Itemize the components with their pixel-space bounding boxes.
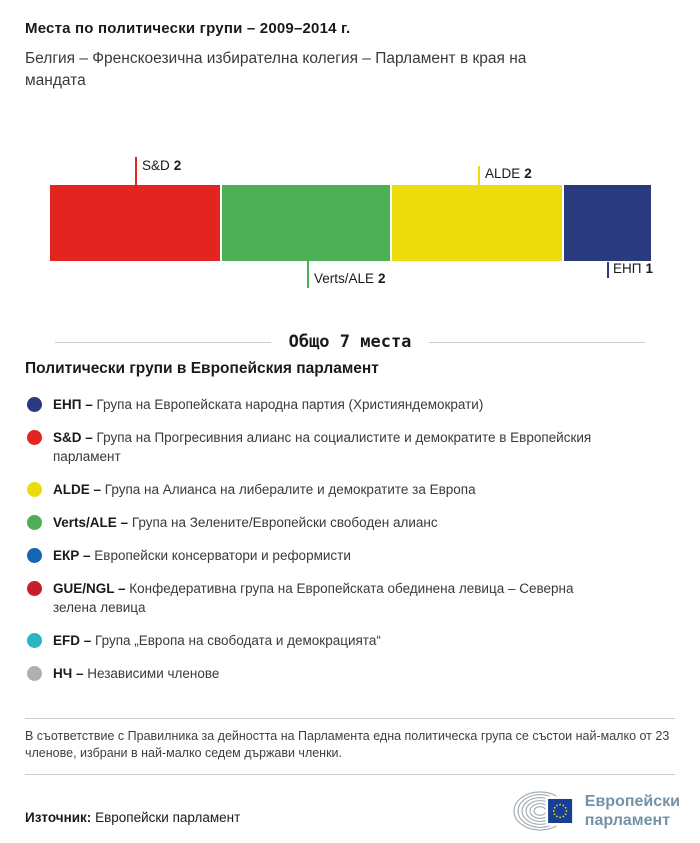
group-description: Група на Прогресивния алианс на социалистите и демократите в Европейския парламент — [53, 430, 592, 464]
callout-label-enp — [613, 261, 653, 276]
group-description: Европейски консерватори и реформисти — [94, 548, 351, 563]
group-description: Група на Алианса на либералите и демократите за Европа — [104, 482, 476, 497]
group-name: ЕНП — [613, 261, 642, 276]
group-name: Verts/ALE — [314, 271, 375, 286]
callout-label-verts — [314, 271, 386, 286]
group-abbr: Verts/ALE – — [53, 515, 129, 530]
callout-tick-sd — [135, 157, 137, 185]
group-color-dot — [27, 548, 42, 563]
group-color-dot — [27, 430, 42, 445]
seats-stacked-bar — [50, 185, 651, 261]
total-seats-divider — [55, 332, 645, 352]
page-subtitle: Белгия – Френскоезична избирателна колегия – Парламент в края на мандата — [25, 50, 527, 89]
bar-segment-alde — [392, 185, 562, 261]
group-color-dot — [27, 633, 42, 648]
group-name: S&D — [142, 158, 170, 173]
legend-item-enp — [25, 395, 595, 414]
group-abbr: EFD – — [53, 633, 92, 648]
legend-list — [25, 395, 595, 697]
seat-count: 2 — [524, 166, 532, 181]
callout-label-alde — [485, 166, 532, 181]
european-parliament-logo — [512, 782, 680, 840]
seat-count: 2 — [173, 158, 182, 173]
group-color-dot — [27, 515, 42, 530]
footnote-rule-bottom — [25, 774, 675, 775]
logo-line-2: парламент — [584, 812, 671, 829]
callout-tick-enp — [607, 262, 609, 278]
bar-segment-sd — [50, 185, 220, 261]
seat-count: 1 — [645, 261, 653, 276]
group-description: Независими членове — [87, 666, 220, 681]
group-description: Група „Европа на свободата и демокрацията“ — [95, 633, 381, 648]
logo-wordmark — [585, 792, 680, 830]
divider-line-right — [429, 342, 645, 343]
footnote-text: В съответствие с Правилника за дейността на Парламента една политическа група се състои най-малко от 23 членове, избрани в най-малко седем държави членки. — [25, 729, 670, 760]
group-abbr: ЕКР – — [53, 548, 91, 563]
group-description: Конфедеративна група на Европейската обединена левица – Северна зелена левица — [53, 581, 574, 615]
source-line — [25, 810, 240, 825]
footnote-rule-top — [25, 718, 675, 719]
hemicycle-eu-flag-icon — [512, 782, 579, 840]
seat-count: 2 — [378, 271, 386, 286]
legend-item-ecr — [25, 546, 595, 565]
group-color-dot — [27, 482, 42, 497]
callout-tick-alde — [478, 166, 480, 185]
legend-item-verts — [25, 513, 595, 532]
group-color-dot — [27, 397, 42, 412]
legend-item-alde — [25, 480, 595, 499]
logo-line-1: Европейски — [584, 793, 680, 810]
bar-segment-enp — [564, 185, 651, 261]
source-label: Източник: — [25, 810, 92, 825]
group-abbr: GUE/NGL – — [53, 581, 126, 596]
group-description: Група на Зелените/Европейски свободен алианс — [131, 515, 438, 530]
legend-heading: Политически групи в Европейския парламент — [25, 360, 379, 377]
legend-item-efd — [25, 631, 595, 650]
group-abbr: S&D – — [53, 430, 93, 445]
group-name: ALDE — [485, 166, 521, 181]
group-color-dot — [27, 666, 42, 681]
page-title: Места по политически групи – 2009–2014 г. — [25, 20, 351, 37]
bar-segment-verts — [222, 185, 390, 261]
legend-item-sd — [25, 428, 595, 466]
legend-item-ni — [25, 664, 595, 683]
divider-line-left — [55, 342, 271, 343]
group-description: Група на Европейската народна партия (Християндемократи) — [96, 397, 484, 412]
group-abbr: НЧ – — [53, 666, 84, 681]
callout-tick-verts — [307, 261, 309, 288]
group-abbr: ALDE – — [53, 482, 102, 497]
source-value: Европейски парламент — [95, 810, 241, 825]
total-seats-label: Общо 7 места — [288, 332, 412, 352]
group-color-dot — [27, 581, 42, 596]
group-abbr: ЕНП – — [53, 397, 93, 412]
legend-item-guengl — [25, 579, 595, 617]
callout-label-sd — [142, 158, 181, 173]
